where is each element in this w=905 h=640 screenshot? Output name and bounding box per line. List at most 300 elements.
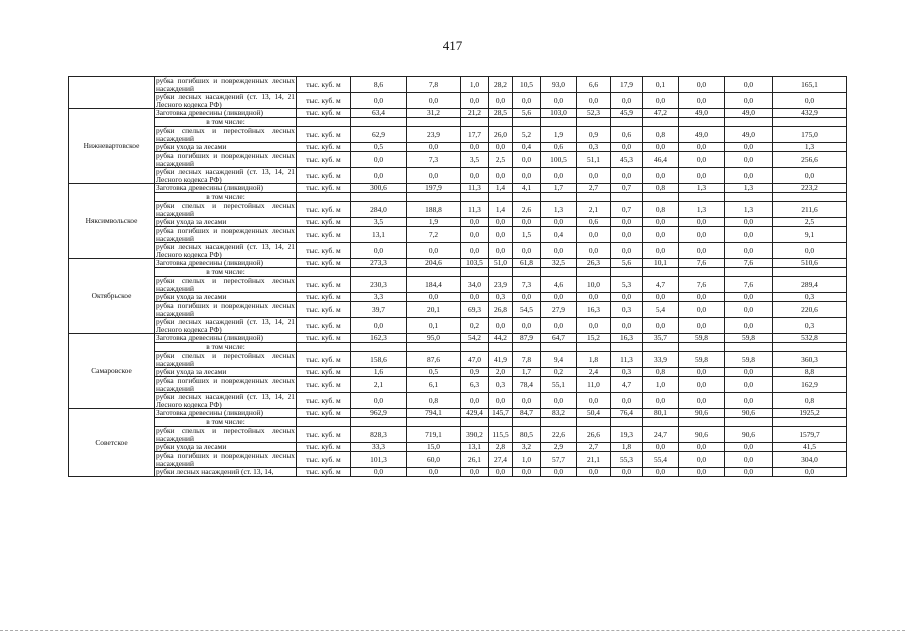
value-cell: 5,4	[643, 302, 679, 318]
value-cell: 3,2	[513, 443, 541, 452]
value-cell: 0,0	[461, 93, 489, 109]
value-cell: 15,2	[577, 334, 611, 343]
value-cell: 0,0	[489, 218, 513, 227]
value-cell: 49,0	[679, 127, 725, 143]
value-cell: 55,4	[643, 452, 679, 468]
table-row	[69, 302, 847, 318]
value-cell: 1,9	[407, 218, 461, 227]
value-cell: 0,0	[577, 293, 611, 302]
harvest-type-cell: Заготовка древесины (ликвидной)	[155, 109, 297, 118]
forest-harvest-table	[68, 76, 847, 477]
value-cell	[351, 118, 407, 127]
value-cell: 1,6	[351, 368, 407, 377]
value-cell: 55,3	[611, 452, 643, 468]
value-cell: 0,0	[773, 468, 847, 477]
value-cell: 31,2	[407, 109, 461, 118]
value-cell: 20,1	[407, 302, 461, 318]
value-cell: 59,8	[679, 352, 725, 368]
value-cell: 8,8	[773, 368, 847, 377]
value-cell: 0,0	[679, 168, 725, 184]
value-cell: 1,7	[513, 368, 541, 377]
value-cell: 47,2	[643, 109, 679, 118]
value-cell	[541, 193, 577, 202]
value-cell: 5,6	[611, 259, 643, 268]
unit-cell: тыс. куб. м	[297, 377, 351, 393]
value-cell: 52,3	[577, 109, 611, 118]
value-cell: 2,7	[577, 184, 611, 193]
value-cell	[407, 118, 461, 127]
unit-cell: тыс. куб. м	[297, 168, 351, 184]
value-cell: 1,3	[725, 202, 773, 218]
value-cell	[773, 118, 847, 127]
value-cell: 0,2	[541, 368, 577, 377]
value-cell: 0,0	[577, 393, 611, 409]
unit-cell: тыс. куб. м	[297, 452, 351, 468]
value-cell	[513, 268, 541, 277]
unit-cell: тыс. куб. м	[297, 302, 351, 318]
value-cell: 6,3	[461, 377, 489, 393]
value-cell: 23,9	[407, 127, 461, 143]
value-cell: 26,6	[577, 427, 611, 443]
table-row	[69, 168, 847, 184]
value-cell	[489, 118, 513, 127]
value-cell: 1,7	[541, 184, 577, 193]
value-cell: 304,0	[773, 452, 847, 468]
table-row	[69, 118, 847, 127]
value-cell: 7,3	[407, 152, 461, 168]
value-cell: 2,4	[577, 368, 611, 377]
value-cell: 45,9	[611, 109, 643, 118]
value-cell: 0,0	[513, 243, 541, 259]
value-cell: 0,0	[461, 468, 489, 477]
value-cell: 9,1	[773, 227, 847, 243]
value-cell	[679, 118, 725, 127]
value-cell: 0,4	[541, 227, 577, 243]
unit-cell: тыс. куб. м	[297, 277, 351, 293]
unit-cell: тыс. куб. м	[297, 427, 351, 443]
value-cell: 23,9	[489, 277, 513, 293]
value-cell: 90,6	[725, 427, 773, 443]
value-cell: 0,0	[643, 468, 679, 477]
value-cell: 0,9	[461, 368, 489, 377]
value-cell	[679, 268, 725, 277]
harvest-type-cell: Заготовка древесины (ликвидной)	[155, 334, 297, 343]
value-cell: 49,0	[725, 109, 773, 118]
value-cell: 10,5	[513, 77, 541, 93]
value-cell: 0,0	[407, 143, 461, 152]
value-cell: 95,0	[407, 334, 461, 343]
value-cell: 0,0	[351, 152, 407, 168]
unit-cell: тыс. куб. м	[297, 352, 351, 368]
value-cell: 0,0	[643, 93, 679, 109]
page-number: 417	[442, 38, 463, 53]
value-cell: 0,0	[489, 393, 513, 409]
value-cell: 78,4	[513, 377, 541, 393]
value-cell	[679, 418, 725, 427]
table-row	[69, 343, 847, 352]
value-cell	[577, 193, 611, 202]
value-cell: 0,0	[725, 243, 773, 259]
value-cell: 0,0	[643, 218, 679, 227]
value-cell: 0,0	[679, 468, 725, 477]
value-cell	[577, 118, 611, 127]
table-row	[69, 259, 847, 268]
value-cell: 62,9	[351, 127, 407, 143]
value-cell: 0,0	[773, 168, 847, 184]
value-cell: 0,0	[679, 377, 725, 393]
value-cell: 230,3	[351, 277, 407, 293]
value-cell	[461, 343, 489, 352]
value-cell	[611, 418, 643, 427]
table-row	[69, 152, 847, 168]
value-cell: 0,0	[679, 393, 725, 409]
value-cell: 0,0	[611, 243, 643, 259]
value-cell: 197,9	[407, 184, 461, 193]
value-cell: 103,0	[541, 109, 577, 118]
value-cell: 84,7	[513, 409, 541, 418]
harvest-type-cell: рубки ухода за лесами	[155, 218, 297, 227]
value-cell: 3,3	[351, 293, 407, 302]
value-cell: 0,0	[643, 393, 679, 409]
value-cell: 0,0	[679, 318, 725, 334]
value-cell: 0,0	[611, 93, 643, 109]
forestry-district-cell	[69, 77, 155, 109]
value-cell: 90,6	[679, 409, 725, 418]
harvest-type-cell: рубки спелых и перестойных лесных насаждений	[156, 201, 295, 218]
value-cell: 80,5	[513, 427, 541, 443]
value-cell: 64,7	[541, 334, 577, 343]
value-cell: 87,6	[407, 352, 461, 368]
value-cell	[351, 268, 407, 277]
value-cell: 0,0	[541, 468, 577, 477]
value-cell: 2,5	[773, 218, 847, 227]
value-cell: 0,0	[513, 468, 541, 477]
value-cell: 34,0	[461, 277, 489, 293]
value-cell: 0,0	[773, 243, 847, 259]
value-cell: 27,4	[489, 452, 513, 468]
value-cell	[773, 193, 847, 202]
value-cell: 0,0	[725, 452, 773, 468]
value-cell: 0,0	[489, 168, 513, 184]
value-cell: 4,1	[513, 184, 541, 193]
value-cell: 2,0	[489, 368, 513, 377]
value-cell: 11,3	[611, 352, 643, 368]
value-cell: 10,0	[577, 277, 611, 293]
value-cell: 0,0	[577, 243, 611, 259]
value-cell: 0,0	[679, 77, 725, 93]
value-cell: 0,0	[513, 318, 541, 334]
value-cell	[513, 418, 541, 427]
value-cell	[407, 343, 461, 352]
value-cell: 0,0	[577, 468, 611, 477]
value-cell: 80,1	[643, 409, 679, 418]
value-cell: 0,0	[351, 393, 407, 409]
value-cell: 11,3	[461, 184, 489, 193]
value-cell: 162,3	[351, 334, 407, 343]
value-cell: 0,0	[643, 293, 679, 302]
value-cell: 220,6	[773, 302, 847, 318]
value-cell: 10,1	[643, 259, 679, 268]
value-cell: 0,4	[513, 143, 541, 152]
value-cell: 7,8	[513, 352, 541, 368]
value-cell: 1,0	[513, 452, 541, 468]
value-cell: 0,8	[643, 368, 679, 377]
table-row	[69, 109, 847, 118]
value-cell: 83,2	[541, 409, 577, 418]
value-cell	[541, 418, 577, 427]
value-cell: 0,0	[725, 302, 773, 318]
unit-cell: тыс. куб. м	[297, 152, 351, 168]
value-cell	[489, 268, 513, 277]
value-cell: 0,7	[611, 202, 643, 218]
table-row	[69, 352, 847, 368]
value-cell: 16,3	[577, 302, 611, 318]
value-cell: 0,3	[489, 293, 513, 302]
value-cell: 0,0	[679, 152, 725, 168]
harvest-type-cell: рубки спелых и перестойных лесных насаждений	[156, 351, 295, 368]
value-cell: 0,0	[725, 93, 773, 109]
value-cell: 1,3	[725, 184, 773, 193]
value-cell: 0,0	[489, 243, 513, 259]
value-cell: 2,9	[541, 443, 577, 452]
value-cell: 223,2	[773, 184, 847, 193]
value-cell: 0,3	[577, 143, 611, 152]
value-cell: 0,3	[773, 293, 847, 302]
value-cell: 0,3	[611, 302, 643, 318]
value-cell	[577, 343, 611, 352]
unit-cell: тыс. куб. м	[297, 443, 351, 452]
value-cell: 54,5	[513, 302, 541, 318]
value-cell: 11,0	[577, 377, 611, 393]
value-cell: 0,0	[407, 243, 461, 259]
value-cell: 0,1	[407, 318, 461, 334]
value-cell: 5,6	[513, 109, 541, 118]
value-cell: 1,5	[513, 227, 541, 243]
value-cell: 0,0	[679, 243, 725, 259]
value-cell: 0,0	[577, 93, 611, 109]
value-cell: 47,0	[461, 352, 489, 368]
table-body	[69, 77, 847, 477]
value-cell: 28,2	[489, 77, 513, 93]
value-cell	[725, 118, 773, 127]
value-cell: 0,0	[513, 168, 541, 184]
value-cell: 41,9	[489, 352, 513, 368]
value-cell: 0,0	[611, 227, 643, 243]
value-cell: 0,0	[725, 377, 773, 393]
value-cell	[541, 118, 577, 127]
value-cell: 0,0	[541, 293, 577, 302]
value-cell: 7,6	[725, 259, 773, 268]
value-cell: 1,3	[541, 202, 577, 218]
value-cell: 0,0	[513, 293, 541, 302]
harvest-type-cell: рубки спелых и перестойных лесных насаждений	[156, 126, 295, 143]
value-cell: 165,1	[773, 77, 847, 93]
value-cell: 7,8	[407, 77, 461, 93]
value-cell: 0,8	[643, 184, 679, 193]
table-row	[69, 452, 847, 468]
value-cell: 0,0	[541, 318, 577, 334]
value-cell: 0,0	[725, 393, 773, 409]
value-cell: 162,9	[773, 377, 847, 393]
unit-cell: тыс. куб. м	[297, 93, 351, 109]
value-cell: 0,0	[577, 227, 611, 243]
value-cell: 0,0	[725, 168, 773, 184]
value-cell	[489, 343, 513, 352]
value-cell	[489, 418, 513, 427]
value-cell: 0,0	[679, 302, 725, 318]
table-row	[69, 227, 847, 243]
value-cell: 0,0	[489, 227, 513, 243]
value-cell: 0,0	[489, 143, 513, 152]
value-cell: 103,5	[461, 259, 489, 268]
value-cell: 51,1	[577, 152, 611, 168]
value-cell	[725, 418, 773, 427]
value-cell: 0,0	[643, 243, 679, 259]
value-cell: 300,6	[351, 184, 407, 193]
harvest-type-cell: рубки лесных насаждений (ст. 13, 14, 21 Лесного кодекса РФ)	[156, 242, 295, 259]
harvest-type-cell: рубки ухода за лесами	[155, 443, 297, 452]
value-cell: 145,7	[489, 409, 513, 418]
subheading-cell: в том числе:	[155, 343, 297, 352]
value-cell: 0,0	[773, 93, 847, 109]
value-cell: 39,7	[351, 302, 407, 318]
value-cell: 0,0	[407, 93, 461, 109]
value-cell: 0,0	[725, 77, 773, 93]
forestry-district-cell: Советское	[69, 409, 155, 477]
value-cell	[461, 268, 489, 277]
value-cell: 0,0	[351, 243, 407, 259]
value-cell	[577, 418, 611, 427]
unit-cell: тыс. куб. м	[297, 409, 351, 418]
value-cell: 184,4	[407, 277, 461, 293]
table-row	[69, 202, 847, 218]
unit-cell: тыс. куб. м	[297, 318, 351, 334]
table-row	[69, 127, 847, 143]
harvest-type-cell: рубки лесных насаждений (ст. 13, 14, 21 Лесного кодекса РФ)	[156, 167, 295, 184]
forestry-district-cell: Октябрьское	[69, 259, 155, 334]
harvest-type-cell: рубки лесных насаждений (ст. 13, 14,	[155, 468, 297, 477]
unit-cell: тыс. куб. м	[297, 77, 351, 93]
page-bottom-edge	[0, 630, 905, 632]
table-row	[69, 318, 847, 334]
value-cell: 360,3	[773, 352, 847, 368]
value-cell	[773, 343, 847, 352]
value-cell	[407, 193, 461, 202]
value-cell: 0,8	[643, 127, 679, 143]
value-cell: 289,4	[773, 277, 847, 293]
value-cell: 93,0	[541, 77, 577, 93]
value-cell: 0,0	[679, 443, 725, 452]
value-cell: 0,0	[611, 218, 643, 227]
value-cell: 211,6	[773, 202, 847, 218]
value-cell	[643, 193, 679, 202]
value-cell: 0,0	[611, 143, 643, 152]
value-cell	[679, 193, 725, 202]
unit-cell	[297, 118, 351, 127]
value-cell	[489, 193, 513, 202]
value-cell: 0,0	[643, 143, 679, 152]
value-cell: 532,8	[773, 334, 847, 343]
value-cell: 390,2	[461, 427, 489, 443]
value-cell: 0,3	[611, 368, 643, 377]
value-cell: 0,5	[407, 368, 461, 377]
value-cell: 17,7	[461, 127, 489, 143]
value-cell: 11,3	[461, 202, 489, 218]
value-cell: 0,0	[725, 293, 773, 302]
value-cell: 0,1	[643, 77, 679, 93]
value-cell: 0,8	[643, 202, 679, 218]
harvest-type-cell: Заготовка древесины (ликвидной)	[155, 409, 297, 418]
table-row	[69, 409, 847, 418]
value-cell: 1,4	[489, 184, 513, 193]
value-cell: 21,1	[577, 452, 611, 468]
value-cell	[611, 343, 643, 352]
unit-cell: тыс. куб. м	[297, 259, 351, 268]
value-cell	[461, 193, 489, 202]
unit-cell: тыс. куб. м	[297, 243, 351, 259]
value-cell: 1,0	[461, 77, 489, 93]
unit-cell: тыс. куб. м	[297, 184, 351, 193]
value-cell: 0,0	[611, 293, 643, 302]
value-cell: 54,2	[461, 334, 489, 343]
value-cell: 51,0	[489, 259, 513, 268]
value-cell	[541, 343, 577, 352]
value-cell: 0,0	[725, 468, 773, 477]
unit-cell: тыс. куб. м	[297, 227, 351, 243]
value-cell: 0,0	[461, 293, 489, 302]
value-cell: 0,0	[679, 93, 725, 109]
value-cell: 4,7	[611, 377, 643, 393]
subheading-cell: в том числе:	[155, 268, 297, 277]
value-cell: 0,0	[461, 243, 489, 259]
value-cell: 28,5	[489, 109, 513, 118]
harvest-type-cell: рубка погибших и поврежденных лесных насаждений	[156, 151, 295, 168]
forestry-district-cell: Няксимвольское	[69, 184, 155, 259]
value-cell: 188,8	[407, 202, 461, 218]
value-cell: 115,5	[489, 427, 513, 443]
value-cell: 175,0	[773, 127, 847, 143]
value-cell: 4,6	[541, 277, 577, 293]
value-cell: 7,2	[407, 227, 461, 243]
value-cell: 0,0	[725, 443, 773, 452]
value-cell: 0,0	[541, 93, 577, 109]
value-cell	[351, 343, 407, 352]
value-cell: 2,5	[489, 152, 513, 168]
value-cell: 55,1	[541, 377, 577, 393]
value-cell: 101,3	[351, 452, 407, 468]
value-cell: 0,0	[611, 318, 643, 334]
harvest-type-cell: рубка погибших и поврежденных лесных насаждений	[156, 301, 295, 318]
unit-cell: тыс. куб. м	[297, 334, 351, 343]
value-cell: 0,0	[489, 93, 513, 109]
value-cell	[611, 268, 643, 277]
value-cell: 5,3	[611, 277, 643, 293]
value-cell	[461, 418, 489, 427]
value-cell: 0,0	[725, 218, 773, 227]
value-cell: 1,9	[541, 127, 577, 143]
value-cell	[643, 268, 679, 277]
table-row	[69, 93, 847, 109]
value-cell: 24,7	[643, 427, 679, 443]
value-cell: 26,8	[489, 302, 513, 318]
value-cell	[725, 193, 773, 202]
value-cell: 2,1	[351, 377, 407, 393]
value-cell: 22,6	[541, 427, 577, 443]
value-cell: 0,0	[643, 443, 679, 452]
value-cell: 50,4	[577, 409, 611, 418]
value-cell: 61,8	[513, 259, 541, 268]
value-cell	[461, 118, 489, 127]
